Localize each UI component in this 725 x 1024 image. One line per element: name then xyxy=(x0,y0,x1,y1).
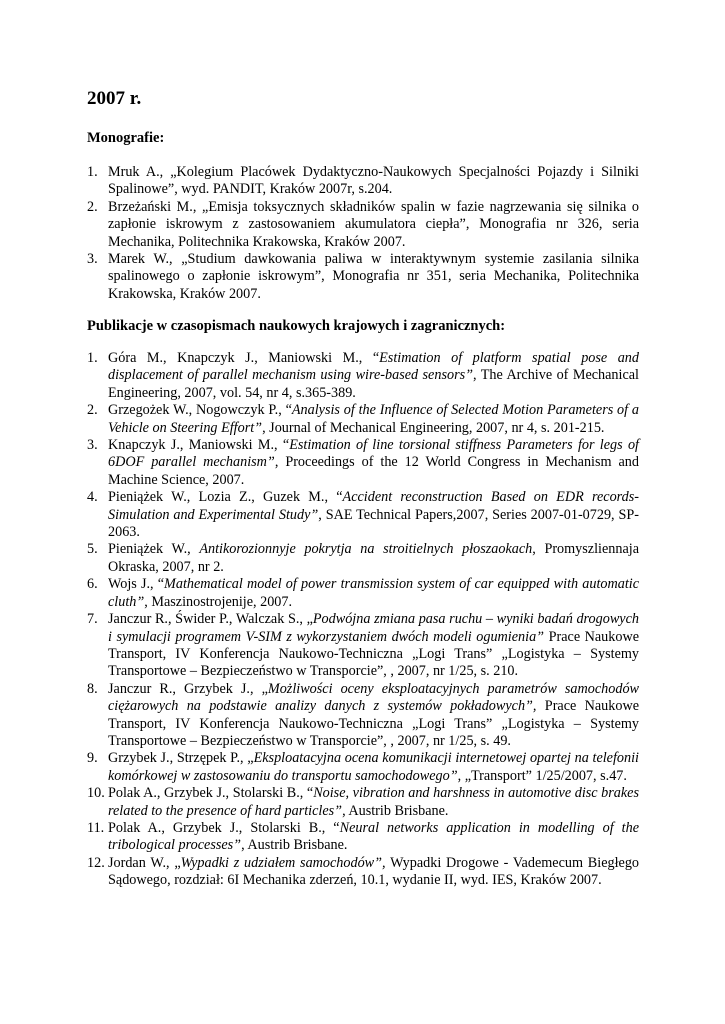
monografia-item xyxy=(87,164,639,199)
item-text-part: Mruk A., „Kolegium Placówek Dydaktyczno-Naukowych Specjalności Pojazdy i Silniki Spalinowe”, wyd. PANDIT, Kraków 2007r, s.204. xyxy=(108,164,639,198)
item-text xyxy=(108,350,639,401)
item-text xyxy=(108,402,639,435)
item-text xyxy=(108,437,639,488)
publikacja-item xyxy=(87,855,639,890)
item-title-italic: Estimation of line torsional stiffness Parameters for legs of 6DOF parallel mechanism” xyxy=(108,437,639,471)
item-number: 11. xyxy=(87,819,105,836)
monografia-item xyxy=(87,251,639,303)
item-text-part: , Journal of Mechanical Engineering, 2007, nr 4, s. 201-215. xyxy=(262,419,605,436)
publikacja-item xyxy=(87,820,639,855)
item-text-part: Pieniążek W., Lozia Z., Guzek M., “ xyxy=(108,489,343,506)
publikacja-item xyxy=(87,541,639,576)
publikacja-item xyxy=(87,611,639,681)
item-title-italic: Neural networks application in modelling of the tribological processes” xyxy=(108,819,639,854)
item-text xyxy=(108,820,639,853)
item-number: 2. xyxy=(87,402,98,419)
item-title-italic: Możliwości oceny eksploatacyjnych parametrów samochodów ciężarowych na podstawie analizy danych z systemów pokładowych”, xyxy=(108,680,639,715)
item-text-part: Janczur R., Świder P., Walczak S., „ xyxy=(108,611,313,628)
item-text-part: Janczur R., Grzybek J., „ xyxy=(108,680,268,697)
item-text-part: , Proceedings of the 12 World Congress in Mechanism and Machine Science, 2007. xyxy=(108,454,639,488)
item-text-part: Prace Naukowe Transport, IV Konferencja Naukowo-Techniczna „Logi Trans” „Logistyka – Systemy Transportowe – Bezpieczeństwo w Transporcie”, , 2007, nr 1/25, s. 49. xyxy=(108,698,639,749)
publikacje-list xyxy=(87,350,639,890)
item-text-part: Grzybek J., Strzępek P., „ xyxy=(108,750,254,767)
item-title-italic: Podwójna zmiana pasa ruchu – wyniki badań drogowych i symulacji programem V-SIM z wykorzystaniem dwóch modeli ogumienia” xyxy=(108,611,639,645)
item-title-italic: Mathematical model of power transmission system of car equipped with automatic cluth” xyxy=(108,576,639,610)
publikacja-item xyxy=(87,437,639,489)
item-text-part: Wojs J., “ xyxy=(108,576,165,593)
item-text xyxy=(108,855,639,888)
monografie-heading: Monografie: xyxy=(87,130,165,146)
item-text-part: Wypadki Drogowe - Vademecum Biegłego Sądowego, rozdział: 6I Mechanika zderzeń, 10.1, wydanie II, wyd. IES, Kraków 2007. xyxy=(108,854,640,889)
item-number: 12. xyxy=(87,854,105,871)
item-text-part: Polak A., Grzybek J., Stolarski B., “ xyxy=(108,785,314,802)
item-text-part: , The Archive of Mechanical Engineering, 2007, vol. 54, nr 4, s.365-389. xyxy=(108,367,639,401)
item-number: 5. xyxy=(87,541,98,558)
item-text-part: Góra M., Knapczyk J., Maniowski M., “ xyxy=(108,350,380,366)
item-text xyxy=(108,489,639,540)
publikacje-heading: Publikacje w czasopismach naukowych krajowych i zagranicznych: xyxy=(87,318,506,334)
item-title-italic: Eksploatacyjna ocena komunikacji internetowej opartej na telefonii komórkowej w zastosowaniu do transportu samochodowego” xyxy=(108,750,639,784)
item-text-part: , SAE Technical Papers,2007, Series 2007-01-0729, SP-2063. xyxy=(108,506,639,541)
publikacja-item xyxy=(87,350,639,402)
item-text xyxy=(108,164,639,197)
item-text-part: Marek W., „Studium dawkowania paliwa w interaktywnym systemie zasilania silnika spalinowego o zapłonie iskrowym”, Monografia nr 351, seria Mechanika, Politechnika Krakowska, Kraków 2007. xyxy=(108,251,639,302)
item-number: 2. xyxy=(87,198,98,215)
item-text xyxy=(108,750,639,783)
item-text xyxy=(108,251,639,302)
item-text-part: , Austrib Brisbane. xyxy=(342,802,449,819)
item-title-italic: Analysis of the Influence of Selected Motion Parameters of a Vehicle on Steering Effort” xyxy=(108,402,639,436)
item-text xyxy=(108,611,639,679)
item-text-part: , Promyszliennaja Okraska, 2007, nr 2. xyxy=(108,541,639,575)
item-title-italic: Accident reconstruction Based on EDR records-Simulation and Experimental Study” xyxy=(108,489,639,523)
item-text xyxy=(108,681,639,749)
item-text-part: Polak A., Grzybek J., Stolarski B., “ xyxy=(108,819,340,836)
publikacja-item xyxy=(87,402,639,437)
item-title-italic: Antikorozionnyje pokrytja na stroitielnych płoszaokach xyxy=(199,541,533,558)
year-heading: 2007 r. xyxy=(87,88,142,109)
item-text-part: Prace Naukowe Transport, IV Konferencja Naukowo-Techniczna „Logi Trans” „Logistyka – Systemy Transportowe – Bezpieczeństwo w Transporcie”, , 2007, nr 1/25, s. 210. xyxy=(108,628,640,680)
item-number: 3. xyxy=(87,251,98,268)
item-text-part: , Austrib Brisbane. xyxy=(241,837,348,854)
item-text-part: , Maszinostrojenije, 2007. xyxy=(144,593,293,610)
item-number: 1. xyxy=(87,350,98,366)
item-number: 1. xyxy=(87,164,98,180)
publikacja-item xyxy=(87,785,639,820)
item-title-italic: Estimation of platform spatial pose and displacement of parallel mechanism using wire-based sensors” xyxy=(108,350,639,384)
item-text-part: Jordan W., „ xyxy=(108,854,181,871)
monografie-list xyxy=(87,164,639,303)
item-number: 3. xyxy=(87,437,98,454)
item-number: 9. xyxy=(87,750,98,767)
item-text xyxy=(108,576,639,609)
publikacja-item xyxy=(87,489,639,541)
item-text-part: Grzegożek W., Nogowczyk P., “ xyxy=(108,402,292,419)
publikacja-item xyxy=(87,576,639,611)
item-text-part: , „Transport” 1/25/2007, s.47. xyxy=(457,767,627,784)
item-text xyxy=(108,541,639,574)
monografia-item xyxy=(87,199,639,251)
item-text-part: Knapczyk J., Maniowski M., “ xyxy=(108,437,290,454)
item-title-italic: Noise, vibration and harshness in automotive disc brakes related to the presence of hard particles” xyxy=(108,785,639,819)
item-number: 7. xyxy=(87,611,98,628)
item-number: 8. xyxy=(87,680,98,697)
item-title-italic: Wypadki z udziałem samochodów”, xyxy=(180,854,386,871)
item-text-part: Pieniążek W., xyxy=(108,541,200,558)
publikacja-item xyxy=(87,681,639,751)
item-number: 4. xyxy=(87,489,98,506)
item-number: 10. xyxy=(87,785,105,802)
publikacja-item xyxy=(87,750,639,785)
item-text xyxy=(108,199,639,250)
item-text-part: Brzeżański M., „Emisja toksycznych składników spalin w fazie nagrzewania się silnika o zapłonie iskrowym z zastosowaniem akumulatora ciepła”, Monografia nr 326, seria Mechanika, Politechnika Krakowska, Kraków 2007. xyxy=(108,198,639,250)
item-text xyxy=(108,785,639,818)
item-number: 6. xyxy=(87,576,98,593)
